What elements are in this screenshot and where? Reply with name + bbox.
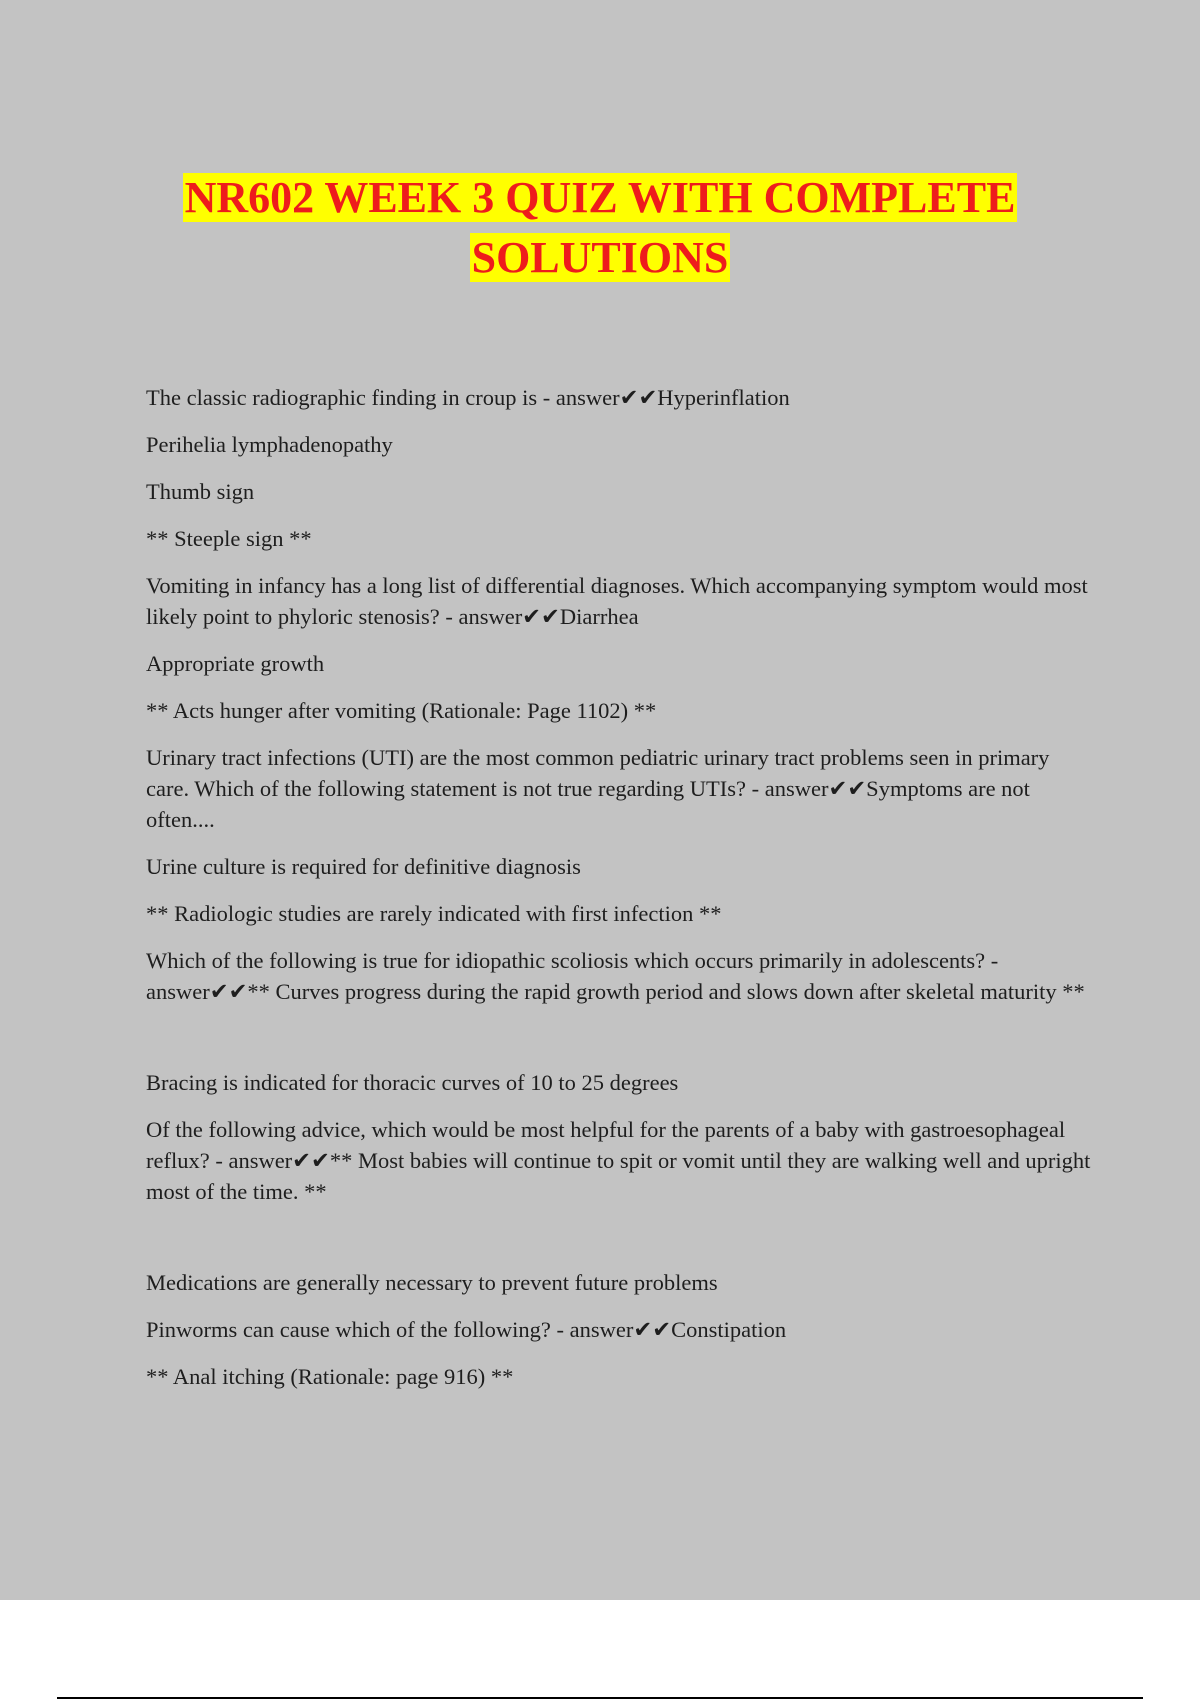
document-title [0,168,1200,288]
paragraph: The classic radiographic finding in croup is - answer✔✔Hyperinflation [146,385,790,410]
paragraph: Urine culture is required for definitive diagnosis [146,854,581,879]
footer-rule [57,1697,1143,1699]
paragraph: ** Steeple sign ** [146,526,312,551]
paragraph: ** Radiologic studies are rarely indicated with first infection ** [146,901,722,926]
paragraph: Bracing is indicated for thoracic curves of 10 to 25 degrees [146,1070,679,1095]
paragraph: Appropriate growth [146,651,325,676]
paragraph: ** Acts hunger after vomiting (Rationale: Page 1102) ** [146,698,657,723]
title-line-1: NR602 WEEK 3 QUIZ WITH COMPLETE [184,173,1016,222]
paragraph: Which of the following is true for idiopathic scoliosis which occurs primarily in adolescents? - answer✔✔** Curves progress during the rapid growth period and slows down after skeletal maturity ** [146,948,1085,1004]
document-body [146,382,1096,1392]
paragraph: Perihelia lymphadenopathy [146,432,393,457]
paragraph: Vomiting in infancy has a long list of differential diagnoses. Which accompanying symptom would most likely point to phyloric stenosis? - answer✔✔Diarrhea [146,573,1088,629]
paragraph: Urinary tract infections (UTI) are the most common pediatric urinary tract problems seen in primary care. Which of the following statement is not true regarding UTIs? - answer✔✔Symptoms are not often.... [146,745,1050,832]
paragraph: Thumb sign [146,479,255,504]
paragraph: Pinworms can cause which of the following? - answer✔✔Constipation [146,1317,787,1342]
paragraph: ** Anal itching (Rationale: page 916) ** [146,1364,514,1389]
title-line-2: SOLUTIONS [471,233,729,282]
paragraph: Of the following advice, which would be most helpful for the parents of a baby with gastroesophageal reflux? - answer✔✔** Most babies will continue to spit or vomit until they are walking well and upright most of the time. ** [146,1117,1091,1204]
paragraph: Medications are generally necessary to prevent future problems [146,1270,718,1295]
